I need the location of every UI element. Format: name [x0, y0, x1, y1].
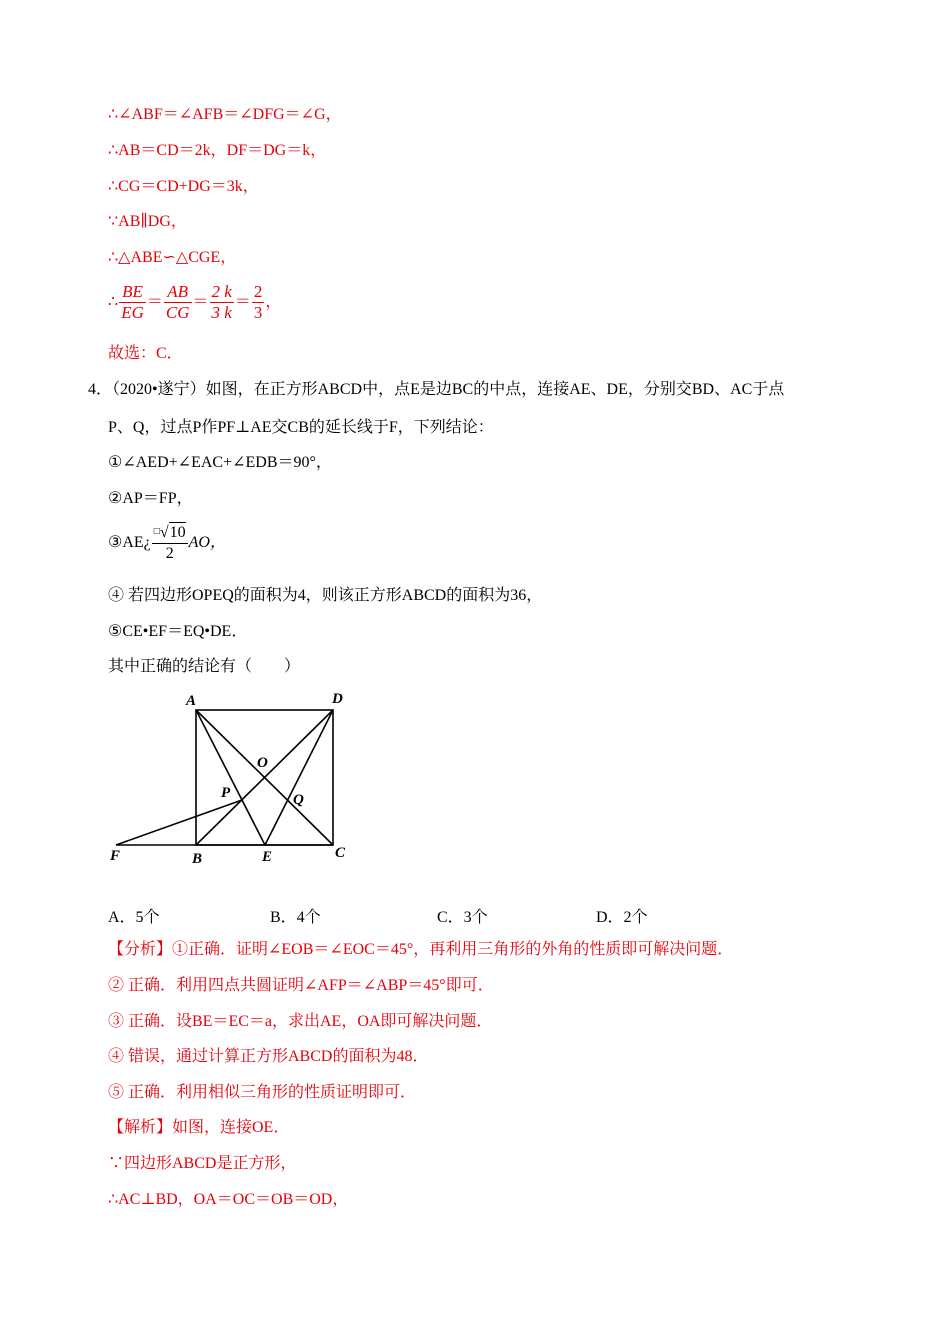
option-c: C．3个: [437, 909, 488, 926]
solution-line: ∴△ABE∽△CGE，: [108, 249, 237, 266]
label-p: P: [221, 785, 231, 801]
conclusion-4: ④ 若四边形OPEQ的面积为4，则该正方形ABCD的面积为36，: [108, 587, 543, 604]
label-o: O: [257, 755, 268, 771]
fraction-be-eg: $\frac{BE}{EG}$: [121, 282, 144, 322]
ratio-equation: ∴ $\frac{BE}{EG}$ ＝ $\frac{AB}{CG}$ ＝ $\frac{2 k}{3 k}$ ＝ $\frac{2}{3}$ ，: [108, 282, 282, 322]
fraction-2k-3k: $\frac{2 k}{3 k}$: [211, 282, 232, 322]
label-q: Q: [293, 792, 304, 808]
geometry-figure: [100, 685, 360, 870]
segment-de: [265, 710, 333, 845]
question-text: （2020•遂宁）如图，在正方形ABCD中，点E是边BC的中点，连接AE、DE，分别交BD、AC于点: [112, 381, 785, 398]
analysis-line: ⑤ 正确．利用相似三角形的性质证明即可．: [108, 1084, 417, 1101]
conclusion-5: ⑤CE•EF＝EQ•DE．: [108, 623, 248, 640]
label-f: F: [110, 848, 121, 864]
solution-line: ∴∠ABF＝∠AFB＝∠DFG＝∠G，: [108, 106, 342, 123]
label-b: B: [192, 851, 203, 867]
analysis-line: ② 正确．利用四点共圆证明∠AFP＝∠ABP＝45°即可．: [108, 977, 494, 994]
solution-line: ∴CG＝CD+DG＝3k，: [108, 178, 259, 195]
question-text-cont: P、Q，过点P作PF⊥AE交CB的延长线于F，下列结论：: [108, 419, 494, 436]
label-c: C: [335, 845, 346, 861]
label-d: D: [332, 691, 343, 707]
solution-header: 【解析】如图，连接OE．: [108, 1119, 290, 1136]
solution-line: ∴AC⊥BD，OA＝OC＝OB＝OD，: [108, 1191, 349, 1208]
conclusion-2: ②AP＝FP，: [108, 490, 193, 507]
analysis-line: ③ 正确．设BE＝EC＝a，求出AE，OA即可解决问题．: [108, 1013, 493, 1030]
solution-line: ∵AB∥DG，: [108, 213, 187, 230]
fraction-2-3: $\frac{2}{3}$: [253, 282, 263, 322]
option-a: A．5个: [108, 909, 160, 926]
solution-line: ∴AB＝CD＝2k，DF＝DG＝k，: [108, 142, 327, 159]
option-b: B．4个: [270, 909, 321, 926]
label-a: A: [186, 693, 197, 709]
therefore-symbol: ∴: [108, 293, 119, 311]
analysis-line: ④ 错误，通过计算正方形ABCD的面积为48．: [108, 1048, 429, 1065]
answer-line: 故选：C．: [108, 345, 183, 362]
segment-ae: [196, 710, 265, 845]
conclusion-3: ③AE¿ $\frac{^□√10}{2}$ AO，: [108, 524, 226, 562]
question-header: [88, 380, 784, 400]
question-prompt: 其中正确的结论有（ ）: [108, 658, 301, 675]
solution-line: ∵四边形ABCD是正方形，: [108, 1155, 297, 1172]
segment-fp: [116, 800, 242, 845]
analysis-line: 【分析】①正确．证明∠EOB＝∠EOC＝45°，再利用三角形的外角的性质即可解决问题．: [108, 941, 734, 958]
fraction-ab-cg: $\frac{AB}{CG}$: [165, 282, 190, 322]
placeholder-box: □: [153, 526, 160, 537]
question-number: 4．: [88, 381, 113, 398]
conclusion-1: ①∠AED+∠EAC+∠EDB＝90°，: [108, 454, 332, 471]
option-d: D．2个: [596, 909, 648, 926]
sqrt-fraction: $\frac{^□√10}{2}$: [153, 524, 186, 562]
label-e: E: [262, 849, 273, 865]
radical-sign: √: [159, 524, 169, 541]
